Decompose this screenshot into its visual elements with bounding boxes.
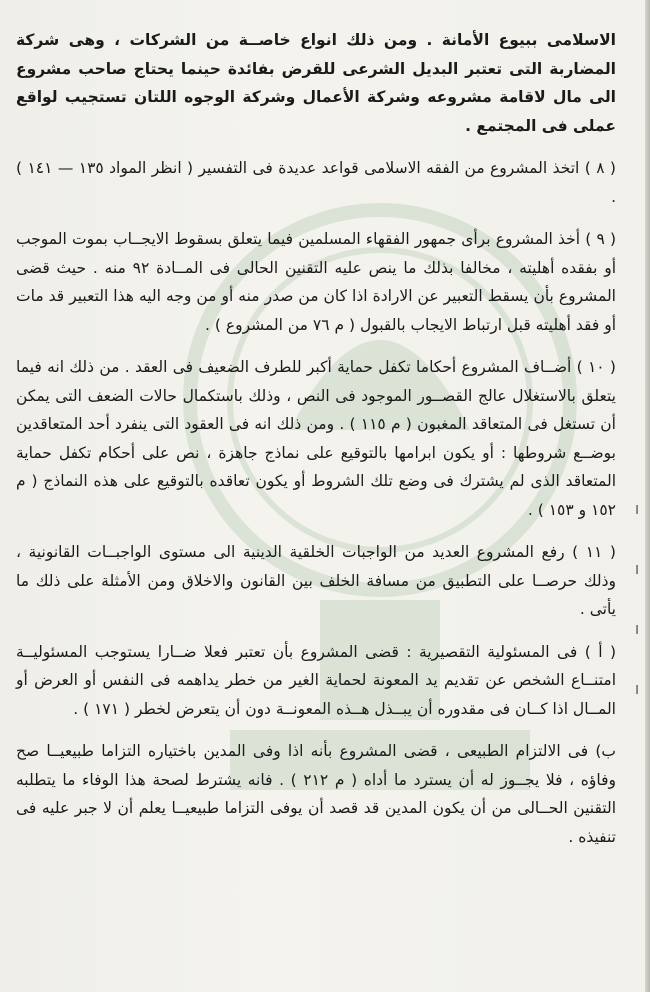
body-text: [16, 26, 616, 861]
margin-marks: [630, 480, 644, 720]
paragraph-10: ( ١٠ ) أضــاف المشروع أحكاما تكفل حماية أكبر للطرف الضعيف فى العقد . من ذلك انه فيما يتعلق بالاستغلال عالج القصــور الموجود فى النص ، وذلك باستكمال حالات الضعف التى يمكن أن تستغل فى المتعاقد المغبون ( م ١١٥ ) . ومن ذلك انه فى العقود التى ينفرد أحد المتعاقدين بوضــع شروطها : أو يكون ابرامها بالتوقيع على نماذج جاهزة ، نص على أحكام تكفل حماية المتعاقد الذى لم يشترك فى وضع تلك الشروط أو يكون تعاقده بالتوقيع على هذه النماذج ( م ١٥٢ و ١٥٣ ) .: [16, 358, 616, 519]
paragraph-a: ( أ ) فى المسئولية التقصيرية : قضى المشروع بأن تعتبر فعلا ضــارا يستوجب المسئوليــة امتنــاع الشخص عن تقديم يد المعونة لحماية الغير من خطر يداهمه فى النفس أو العرض أو المــال اذا كــان فى مقدوره أن يبــذل هــذه المعونــة دون أن يتعرض لخطر ( ١٧١ ) .: [16, 642, 616, 718]
margin-mark: ا: [635, 563, 639, 577]
margin-mark: ا: [635, 503, 639, 517]
paragraph-11: ( ١١ ) رفع المشروع العديد من الواجبات الخلقية الدينية الى مستوى الواجبــات القانونية ، وذلك حرصــا على التطبيق من مسافة الخلف بين القانون والاخلاق ومن الأمثلة على ذلك ما يأتى .: [16, 543, 616, 618]
paragraph-intro: الاسلامى ببيوع الأمانة . ومن ذلك انواع خاصــة من الشركات ، وهى شركة المضاربة التى تعتبر البديل الشرعى للقرض بفائدة حينما يحتاج صاحب مشروع الى مال لاقامة مشروعه وشركة الأعمال وشركة الوجوه اللتان تستجيب لواقع عملى فى المجتمع .: [16, 31, 616, 135]
paragraph-b: ب) فى الالتزام الطبيعى ، قضى المشروع بأنه اذا وفى المدين باختياره التزاما طبيعيــا صح وفاؤه ، فلا يجــوز له أن يسترد ما أداه ( م ٢١٢ ) . فانه يشترط لصحة هذا الوفاء ما يتطلبه التقنين الحــالى من أن يكون المدين قد قصد أن يوفى التزاما طبيعيــا يعلم أن لا جبر عليه فى تنفيذه .: [16, 742, 616, 846]
paragraph-9: ( ٩ ) أخذ المشروع برأى جمهور الفقهاء المسلمين فيما يتعلق بسقوط الايجــاب بموت الموجب أو بفقده أهليته ، مخالفا بذلك ما ينص عليه التقنين الحالى فى المــادة ٩٢ منه . حيث قضى المشروع بأن يسقط التعبير عن الارادة اذا كان من صدر منه أو من وجه اليه هذا التعبير قد مات أو فقد أهليته قبل ارتباط الايجاب بالقبول ( م ٧٦ من المشروع ) .: [16, 230, 616, 334]
margin-mark: ا: [635, 683, 639, 697]
paragraph-8: ( ٨ ) اتخذ المشروع من الفقه الاسلامى قواعد عديدة فى التفسير ( انظر المواد ١٣٥ — ١٤١ ) .: [16, 159, 616, 206]
margin-mark: ا: [635, 623, 639, 637]
page-edge: [645, 0, 650, 992]
